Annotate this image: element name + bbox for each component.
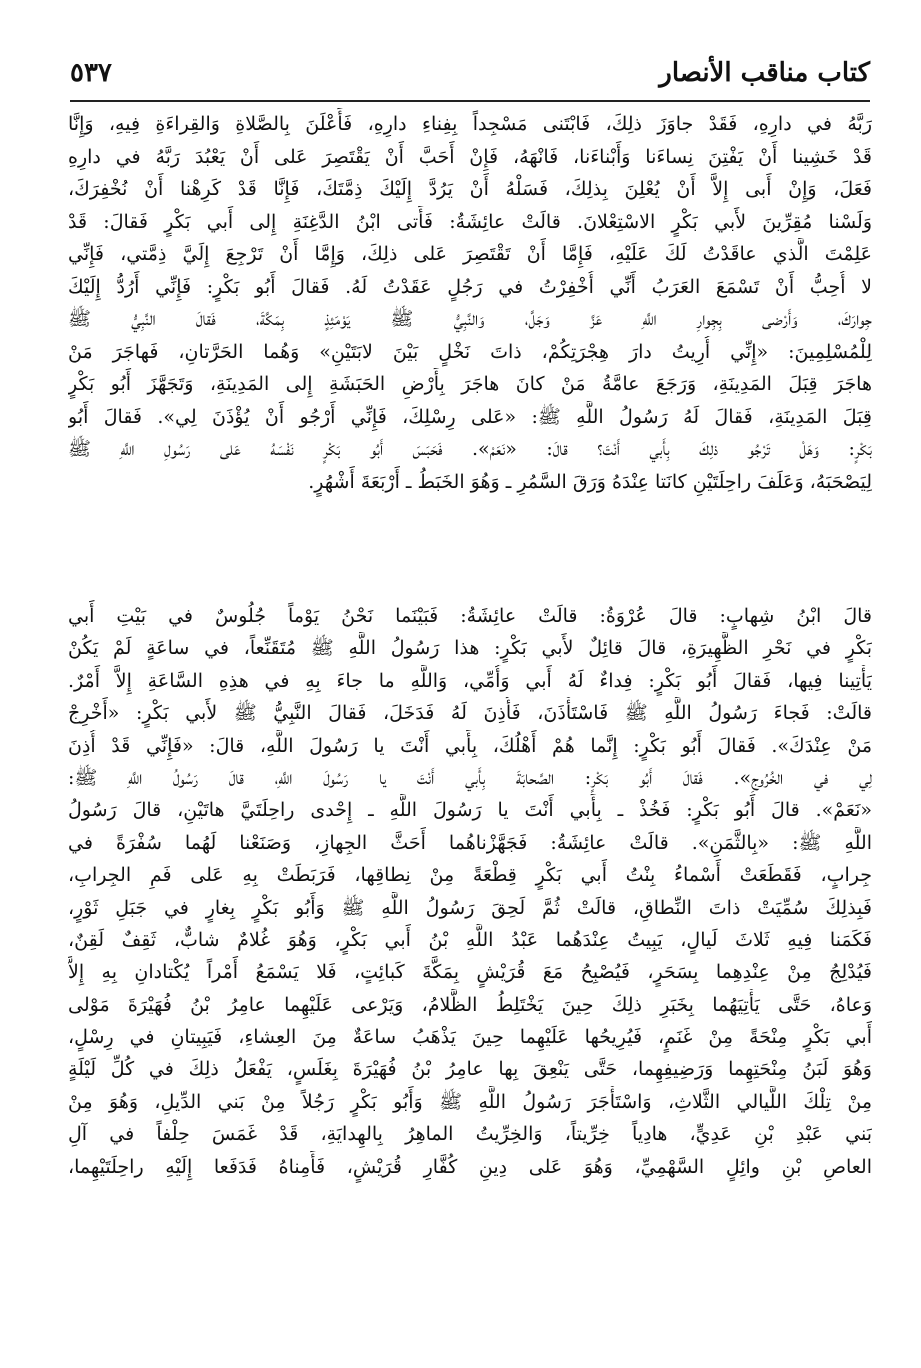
text-line: فَيُدْلِجُ مِنْ عِنْدِهِما بِسَحَرٍ، فَيُصْبِحُ مَعَ قُرَيْشٍ بِمَكَّةَ كَبائِتٍ، فَلا يَسْمَعُ أَمْراً يُكْتادانِ بِهِ إِلاَّ (68, 961, 872, 984)
text-line: مِنْ تِلْكَ اللَّيالي الثَّلاثِ، وَاسْتَأْجَرَ رَسُولُ اللَّهِ ﷺ وَأَبُو بَكْرٍ رَجُلاً مِنْ بَني الدِّيلِ، وَهُوَ مِنْ (68, 1090, 872, 1113)
text-line: قِبَلَ المَدِينَةِ، فَقالَ لَهُ رَسُولُ اللَّهِ ﷺ: «عَلى رِسْلِكَ، فَإِنِّي أَرْجُو أَنْ يُؤْذَنَ لِي». فَقالَ أَبُو (68, 405, 872, 428)
text-line: لِلْمُسْلِمِينَ: «إِنِّي أُرِيتُ دارَ هِجْرَتِكُمْ، ذاتَ نَخْلٍ بَيْنَ لابَتَيْنِ» وَهُما الحَرَّتانِ، فَهاجَرَ مَنْ (68, 340, 872, 363)
text-line: لِيَصْحَبَهُ، وَعَلَفَ راحِلَتَيْنِ كانَتا عِنْدَهُ وَرَقَ السَّمُرِ ـ وَهُوَ الخَبَطُ ـ أَرْبَعَةَ أَشْهُرٍ. (308, 470, 872, 493)
text-line: مَنْ عِنْدَكَ». فَقالَ أَبُو بَكْرٍ: إِنَّما هُمْ أَهْلُكَ، بِأَبي أَنْتَ يا رَسُولَ اللَّهِ، قالَ: «فَإِنِّي قَدْ أُذِنَ (68, 734, 872, 757)
text-line: وَعاهُ، حَتَّى يَأْتِيَهُما بِخَبَرِ ذلِكَ حِينَ يَخْتَلِطُ الظَّلامُ، وَيَرْعى عَلَيْهِما عامِرُ بْنُ فُهَيْرَةَ مَوْلى (68, 993, 872, 1016)
text-line: «نَعَمْ». قالَ أَبُو بَكْرٍ: فَخُذْ ـ بِأَبي أَنْتَ يا رَسُولَ اللَّهِ ـ إِحْدى راحِلَتَيَّ هاتَيْنِ، قالَ رَسُولُ (68, 799, 872, 822)
text-line: قالَتْ: فَجاءَ رَسُولُ اللَّهِ ﷺ فَاسْتَأْذَنَ، فَأُذِنَ لَهُ فَدَخَلَ، فَقالَ النَّبِيُّ ﷺ لأَبي بَكْرٍ: «أَخْرِجْ (68, 702, 872, 725)
text-line: بَني عَبْدِ بْنِ عَدِيٍّ، هادِياً خِرِّيتاً، وَالخِرِّيتُ الماهِرُ بِالهِدايَةِ، قَدْ غَمَسَ حِلْفاً في آلِ (68, 1123, 872, 1146)
text-line: بَكْرٍ في نَحْرِ الظَّهِيرَةِ، قالَ قائِلٌ لأَبي بَكْرٍ: هذا رَسُولُ اللَّهِ ﷺ مُتَقَنِّعاً، في ساعَةٍ لَمْ يَكُنْ (68, 637, 872, 660)
text-line: رَبَّهُ في دارِهِ، فَقَدْ جاوَزَ ذلِكَ، فَابْتَنى مَسْجِداً بِفِناءِ دارِهِ، فَأَعْلَنَ بِالصَّلاةِ وَالقِراءَةِ فِيهِ، وَإِنَّا (68, 113, 872, 135)
text-line: اللَّهِ ﷺ: «بِالثَّمَنِ». قالَتْ عائِشَةُ: فَجَهَّزْناهُما أَحَثَّ الجِهازِ، وَصَنَعْنا لَهُما سُفْرَةً في (68, 831, 872, 854)
text-line: لا أُحِبُّ أَنْ تَسْمَعَ العَرَبُ أَنِّي أُخْفِرْتُ في رَجُلٍ عَقَدْتُ لَهُ. فَقالَ أَبُو بَكْرٍ: فَإِنِّي أَرُدُّ إِلَيْكَ (68, 275, 872, 298)
text-line: بَكْرٍ: وَهَلْ تَرْجُو ذلِكَ بِأَبي أَنْتَ؟ قالَ: «نَعَمْ». فَحَبَسَ أَبُو بَكْرٍ نَفْسَهُ عَلى رَسُولِ اللَّهِ ﷺ (68, 438, 872, 460)
page-number: ٥٣٧ (70, 58, 112, 88)
paragraph-1 (68, 108, 872, 498)
text-line: هاجَرَ قِبَلَ المَدِينَةِ، وَرَجَعَ عامَّةُ مَنْ كانَ هاجَرَ بِأَرْضِ الحَبَشَةِ إِلى المَدِينَةِ، وَتَجَهَّزَ أَبُو بَكْرٍ (68, 373, 872, 395)
text-line: فَبِذلِكَ سُمِّيَتْ ذاتَ النِّطاقِ، قالَتْ ثُمَّ لَحِقَ رَسُولُ اللَّهِ ﷺ وَأَبُو بَكْرٍ بِغارٍ في جَبَلِ ثَوْرٍ، (68, 896, 872, 919)
text-line: وَلَسْنا مُقِرِّينَ لأَبي بَكْرٍ الاسْتِعْلانَ. قالَتْ عائِشَةُ: فَأَتى ابْنُ الدَّغِنَةِ إِلى أَبي بَكْرٍ فَقالَ: قَدْ (68, 210, 872, 233)
text-line: جِرابٍ، فَقَطَعَتْ أَسْماءُ بِنْتُ أَبي بَكْرٍ قِطْعَةً مِنْ نِطاقِها، فَرَبَطَتْ بِهِ عَلى فَمِ الجِرابِ، (68, 864, 872, 887)
text-line: قَدْ خَشِينا أَنْ يَفْتِنَ نِساءَنا وَأَبْناءَنا، فَانْهَهُ، فَإِنْ أَحَبَّ أَنْ يَقْتَصِرَ عَلى أَنْ يَعْبُدَ رَبَّهُ في دارِهِ (68, 145, 872, 168)
text-line: العاصِ بْنِ وائِلٍ السَّهْمِيِّ، وَهُوَ عَلى دِينِ كُفَّارِ قُرَيْشٍ، فَأَمِناهُ فَدَفَعا إِلَيْهِ راحِلَتَيْهِما، (68, 1155, 872, 1178)
text-line: قالَ ابْنُ شِهابٍ: قالَ عُرْوَةُ: قالَتْ عائِشَةُ: فَبَيْنَما نَحْنُ يَوْماً جُلُوسٌ في بَيْتِ أَبي (68, 605, 872, 627)
text-line: جِوارَكَ، وَأَرْضى بِجِوارِ اللَّهِ عَزَّ وَجَلَّ، وَالنَّبِيُّ ﷺ يَوْمَئِذٍ بِمَكَّةَ، فَقالَ النَّبِيُّ ﷺ (68, 308, 872, 330)
text-line: يَأْتِينا فِيها، فَقالَ أَبُو بَكْرٍ: فِداءٌ لَهُ أَبي وَأُمِّي، وَاللَّهِ ما جاءَ بِهِ في هذِهِ السَّاعَةِ إِلاَّ أَمْرٌ. (68, 669, 872, 692)
text-line: فَكَمَنا فِيهِ ثَلاثَ لَيالٍ، يَبِيتُ عِنْدَهُما عَبْدُ اللَّهِ بْنُ أَبي بَكْرٍ، وَهُوَ غُلامٌ شابٌّ، ثَقِفٌ لَقِنٌ، (68, 928, 872, 951)
paragraph-2 (68, 600, 872, 1183)
book-title: كتاب مناقب الأنصار (659, 58, 870, 88)
page-header (70, 58, 870, 98)
text-line: لِي في الخُرُوجِ». فَقالَ أَبُو بَكْرٍ: الصَّحابَةَ بِأَبي أَنْتَ يا رَسُولَ اللَّهِ، قالَ رَسُولُ اللَّهِ ﷺ: (68, 766, 872, 789)
header-rule (70, 100, 870, 102)
text-line: فَعَلَ، وَإِنْ أَبى إِلاَّ أَنْ يُعْلِنَ بِذلِكَ، فَسَلْهُ أَنْ يَرُدَّ إِلَيْكَ ذِمَّتَكَ، فَإِنَّا قَدْ كَرِهْنا أَنْ نُخْفِرَكَ، (68, 178, 872, 200)
text-line: وَهُوَ لَبَنُ مِنْحَتِهِما وَرَضِيفِهِما، حَتَّى يَنْعِقَ بِها عامِرُ بْنُ فُهَيْرَةَ بِغَلَسٍ، يَفْعَلُ ذلِكَ في كُلِّ لَيْلَةٍ (68, 1058, 872, 1081)
text-line: أَبي بَكْرٍ مِنْحَةً مِنْ غَنَمٍ، فَيُرِيحُها عَلَيْهِما حِينَ يَذْهَبُ ساعَةٌ مِنَ العِشاءِ، فَيَبِيتانِ في رِسْلٍ، (68, 1026, 872, 1049)
text-line: عَلِمْتَ الَّذي عاقَدْتُ لَكَ عَلَيْهِ، فَإِمَّا أَنْ تَقْتَصِرَ عَلى ذلِكَ، وَإِمَّا أَنْ تَرْجِعَ إِلَيَّ ذِمَّتي، فَإِنِّي (68, 243, 872, 265)
